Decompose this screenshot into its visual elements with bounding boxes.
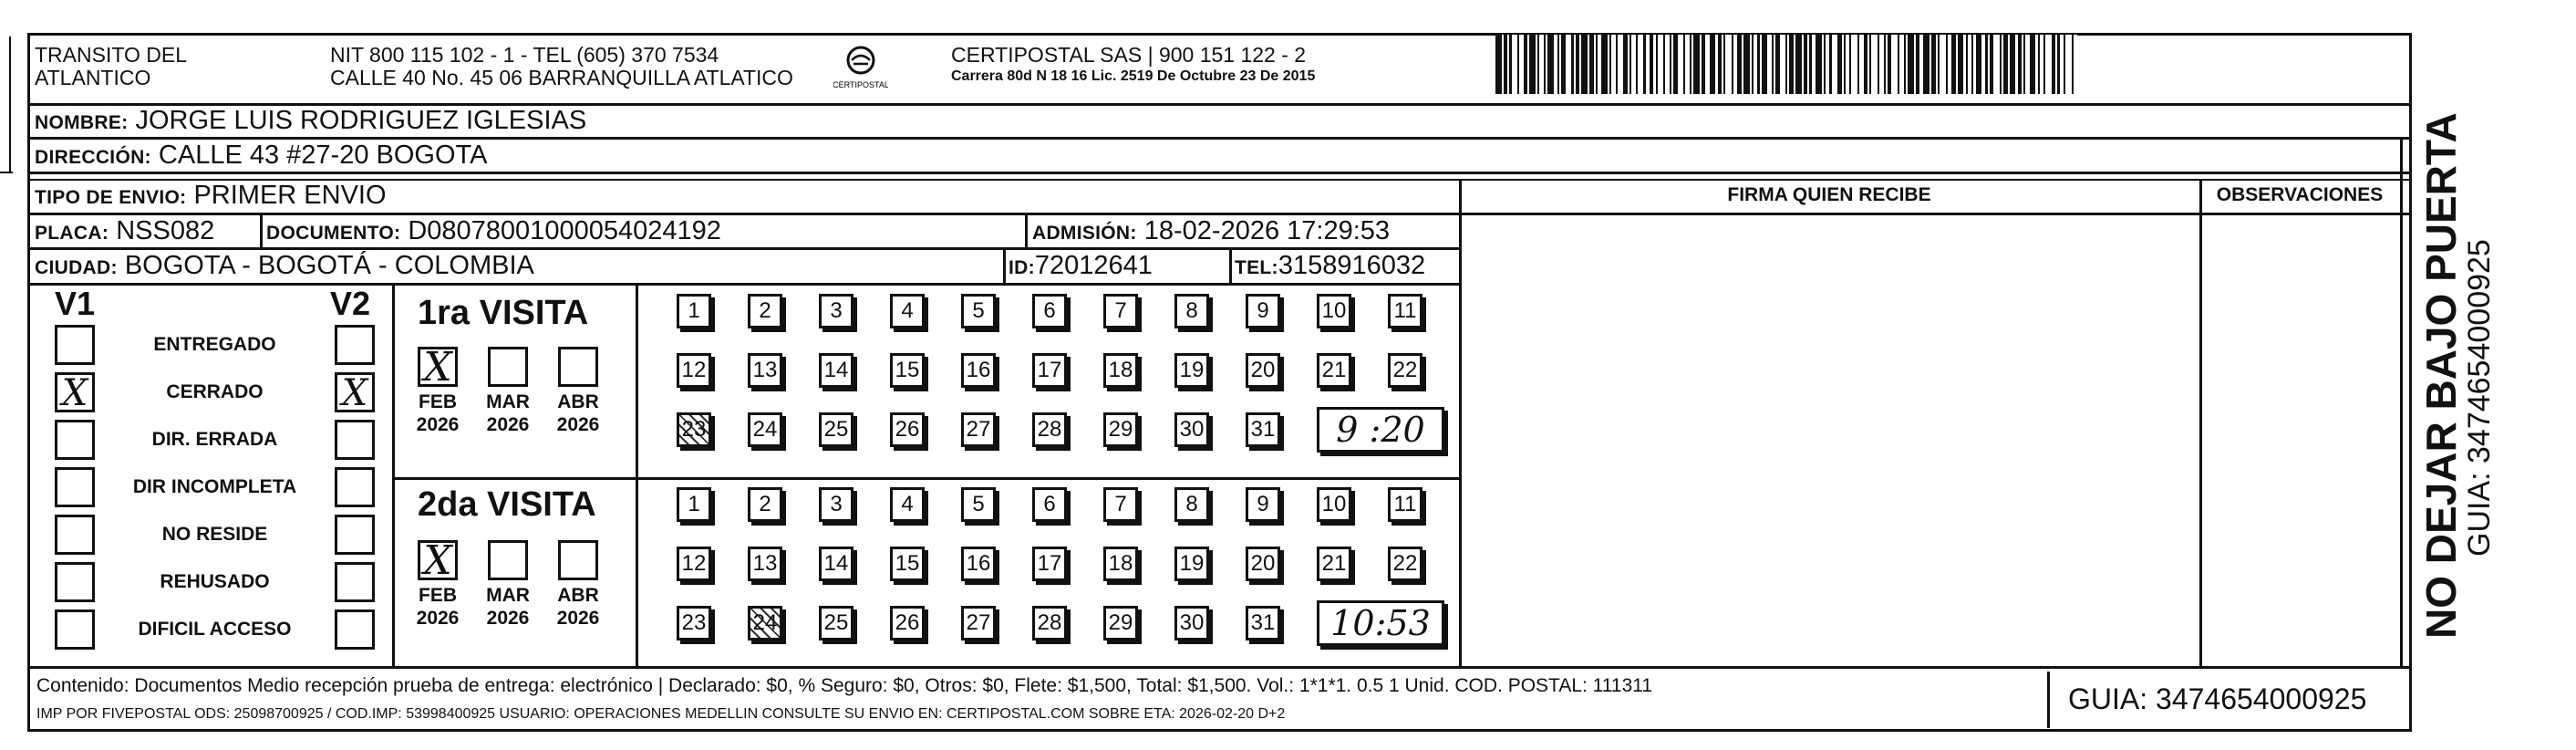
no-dejar-vertical: NO DEJAR BAJO PUERTA [2417,112,2465,639]
second-visit-day-box[interactable]: 8 [1174,487,1209,522]
second-visit-day-box[interactable]: 17 [1032,547,1067,581]
documento-field [266,217,721,247]
first-visit-day-box[interactable]: 13 [748,353,782,388]
guia-vertical: GUIA: 3474654000925 [2462,239,2497,557]
ciudad-value: BOGOTA - BOGOTÁ - COLOMBIA [124,251,534,280]
second-visit-day-box[interactable]: 6 [1032,487,1067,522]
second-visit-day-box[interactable]: 4 [890,487,925,522]
v2-checkbox[interactable] [335,420,375,460]
company-info [951,44,1315,87]
second-visit-time-box[interactable]: 10:53 [1317,600,1444,646]
first-visit-month-label [551,391,605,436]
first-visit-month-label [481,391,535,436]
month-name: FEB [419,585,457,606]
license-line: Carrera 80d N 18 16 Lic. 2519 De Octubre 23 De 2015 [951,68,1316,84]
first-visit-time-box[interactable]: 9 :20 [1317,407,1444,453]
first-visit-title: 1ra VISITA [418,294,589,332]
first-visit-day-box[interactable]: 3 [819,294,853,328]
first-visit-day-box[interactable]: 12 [677,353,711,388]
second-visit-day-box[interactable]: 7 [1103,487,1138,522]
tel-label: TEL: [1235,257,1278,278]
second-visit-day-box[interactable]: 30 [1174,606,1209,641]
first-visit-day-box[interactable]: 17 [1032,353,1067,388]
status-label: DIFICIL ACCESO [138,619,292,640]
first-visit-day-box[interactable]: 9 [1246,294,1280,328]
first-visit-day-box[interactable]: 6 [1032,294,1067,328]
first-visit-day-box[interactable]: 2 [748,294,782,328]
observaciones-header: OBSERVACIONES [2216,184,2384,205]
placa-value: NSS082 [116,216,215,245]
month-year: 2026 [556,414,600,435]
first-visit-day-box[interactable]: 20 [1246,353,1280,388]
first-visit-day-box[interactable]: 26 [890,412,925,447]
first-visit-day-box[interactable]: 31 [1246,412,1280,447]
v2-checkbox[interactable] [335,562,375,602]
month-year: 2026 [556,608,600,629]
second-visit-month-checkbox[interactable] [558,540,598,580]
first-visit-day-box[interactable]: 14 [819,353,853,388]
first-visit-day-box[interactable]: 8 [1174,294,1209,328]
nombre-field [35,107,586,137]
ciudad-label: CIUDAD: [35,257,118,278]
status-label: ENTREGADO [153,334,276,355]
first-visit-day-box[interactable]: 21 [1317,353,1351,388]
logo-text: CERTIPOSTAL [833,80,888,89]
first-visit-day-box[interactable]: 16 [961,353,996,388]
admision-value: 18-02-2026 17:29:53 [1143,216,1391,245]
first-visit-day-box[interactable]: 15 [890,353,925,388]
second-visit-day-box[interactable]: 14 [819,547,853,581]
second-visit-day-box[interactable]: 23 [677,606,711,641]
first-visit-day-box[interactable]: 23 [677,412,711,447]
status-label: NO RESIDE [161,524,268,545]
direccion-label: DIRECCIÓN: [35,147,151,168]
second-visit-title: 2da VISITA [418,485,596,524]
v2-checkbox[interactable] [335,325,375,365]
second-visit-day-box[interactable]: 29 [1103,606,1138,641]
second-visit-day-box[interactable]: 26 [890,606,925,641]
month-year: 2026 [486,608,530,629]
first-visit-day-box[interactable]: 4 [890,294,925,328]
v1-checkbox[interactable] [55,562,95,602]
v1-label: V1 [55,285,96,322]
certipostal-logo [833,40,888,95]
second-visit-month-label [551,584,605,630]
v1-checkbox[interactable] [55,325,95,365]
month-mark: X [423,537,452,584]
first-visit-day-box[interactable]: 11 [1388,294,1422,328]
second-visit-day-box[interactable]: 2 [748,487,782,522]
id-field [1009,252,1153,282]
second-visit-day-box[interactable]: 1 [677,487,711,522]
first-visit-day-box[interactable]: 7 [1103,294,1138,328]
v2-label: V2 [330,285,371,322]
ciudad-field [35,252,534,282]
first-visit-month-checkbox[interactable] [488,347,528,387]
tipo-envio-field [35,182,387,212]
second-visit-day-box[interactable]: 5 [961,487,996,522]
id-value: 72012641 [1034,251,1153,280]
first-visit-day-box[interactable]: 1 [677,294,711,328]
nombre-value: JORGE LUIS RODRIGUEZ IGLESIAS [135,106,587,135]
first-visit-month-checkbox[interactable] [558,347,598,387]
month-year: 2026 [416,414,460,435]
second-visit-day-box[interactable]: 12 [677,547,711,581]
imp-line: IMP POR FIVEPOSTAL ODS: 25098700925 / COD.IMP: 53998400925 USUARIO: OPERACIONES MEDELLIN CONSULTE SU ENVIO EN: CERTIPOSTAL.COM SOBRE ETA: 2026-02-20 D+2 [36,706,1286,722]
direccion-field [35,141,487,172]
v1-checkbox[interactable] [55,467,95,507]
month-name: MAR [486,391,530,412]
first-visit-day-box[interactable]: 10 [1317,294,1351,328]
v1-checkbox[interactable] [55,515,95,555]
checkbox-mark: X [61,372,88,414]
checkbox-mark: X [341,372,368,414]
status-label: DIR INCOMPLETA [132,476,297,497]
v2-checkbox[interactable] [335,372,375,412]
second-visit-month-label [410,584,465,630]
month-name: ABR [557,585,599,606]
first-visit-month-checkbox[interactable] [418,344,458,391]
second-visit-day-box[interactable]: 28 [1032,606,1067,641]
nombre-label: NOMBRE: [35,112,129,133]
v2-checkbox[interactable] [335,467,375,507]
month-year: 2026 [486,414,530,435]
second-visit-day-box[interactable]: 24 [748,606,782,641]
org-name-line-1: TRANSITO DEL [35,43,187,67]
second-visit-day-box[interactable]: 10 [1317,487,1351,522]
v1-checkbox[interactable] [55,372,95,412]
tel-value: 3158916032 [1278,251,1426,280]
nit-line: NIT 800 115 102 - 1 - TEL (605) 370 7534 [330,43,719,67]
id-label: ID: [1009,257,1035,278]
first-visit-day-box[interactable]: 18 [1103,353,1138,388]
first-visit-day-box[interactable]: 19 [1174,353,1209,388]
status-label: DIR. ERRADA [151,429,278,450]
second-visit-month-checkbox[interactable] [418,537,458,584]
first-visit-day-box[interactable]: 29 [1103,412,1138,447]
second-visit-day-box[interactable]: 3 [819,487,853,522]
second-visit-month-label [481,584,535,630]
org-contact [330,44,793,89]
documento-label: DOCUMENTO: [266,223,401,244]
v2-checkbox[interactable] [335,609,375,650]
second-visit-day-box[interactable]: 21 [1317,547,1351,581]
second-visit-month-checkbox[interactable] [488,540,528,580]
first-visit-day-box[interactable]: 28 [1032,412,1067,447]
direccion-value: CALLE 43 #27-20 BOGOTA [158,141,488,170]
first-visit-day-box[interactable]: 25 [819,412,853,447]
month-mark: X [423,344,452,391]
second-visit-day-box[interactable]: 27 [961,606,996,641]
second-visit-day-box[interactable]: 9 [1246,487,1280,522]
first-visit-day-box[interactable]: 27 [961,412,996,447]
second-visit-day-box[interactable]: 22 [1388,547,1422,581]
first-visit-day-box[interactable]: 5 [961,294,996,328]
month-name: FEB [419,391,457,412]
second-visit-day-box[interactable]: 11 [1388,487,1422,522]
first-visit-month-label [410,391,465,436]
month-name: ABR [557,391,599,412]
tipo-envio-value: PRIMER ENVIO [193,181,387,210]
month-name: MAR [486,585,530,606]
tipo-envio-label: TIPO DE ENVIO: [35,187,187,208]
placa-label: PLACA: [35,223,109,244]
second-visit-day-box[interactable]: 25 [819,606,853,641]
second-visit-day-box[interactable]: 19 [1174,547,1209,581]
barcode [1495,35,2079,94]
v1-checkbox[interactable] [55,609,95,650]
second-visit-day-box[interactable]: 16 [961,547,996,581]
guia-box-text: GUIA: 3474654000925 [2068,682,2367,715]
guia-box [2047,672,2400,728]
second-visit-day-box[interactable]: 15 [890,547,925,581]
org-name-line-2: ATLANTICO [35,66,151,89]
second-visit-day-box[interactable]: 18 [1103,547,1138,581]
month-year: 2026 [416,608,460,629]
second-visit-day-box[interactable]: 20 [1246,547,1280,581]
first-visit-day-box[interactable]: 22 [1388,353,1422,388]
org-name [35,44,187,89]
first-visit-day-box[interactable]: 30 [1174,412,1209,447]
contenido-line: Contenido: Documentos Medio recepción prueba de entrega: electrónico | Declarado: $0, % Seguro: $0, Otros: $0, Flete: $1,500, Total: $1,500. Vol.: 1*1*1. 0.5 1 Unid. COD. POSTAL: 111311 [36,675,1653,696]
second-visit-day-box[interactable]: 13 [748,547,782,581]
address-line: CALLE 40 No. 45 06 BARRANQUILLA ATLATICO [330,66,793,89]
tel-field [1235,252,1425,282]
first-visit-day-box[interactable]: 24 [748,412,782,447]
status-label: REHUSADO [160,571,270,592]
documento-value: D08078001000054024192 [408,216,721,245]
firma-header: FIRMA QUIEN RECIBE [1727,184,1931,205]
status-label: CERRADO [166,381,264,402]
placa-field [35,217,214,247]
admision-field [1032,217,1390,247]
v1-checkbox[interactable] [55,420,95,460]
company-line: CERTIPOSTAL SAS | 900 151 122 - 2 [951,43,1307,67]
v2-checkbox[interactable] [335,515,375,555]
admision-label: ADMISIÓN: [1032,223,1137,244]
second-visit-day-box[interactable]: 31 [1246,606,1280,641]
